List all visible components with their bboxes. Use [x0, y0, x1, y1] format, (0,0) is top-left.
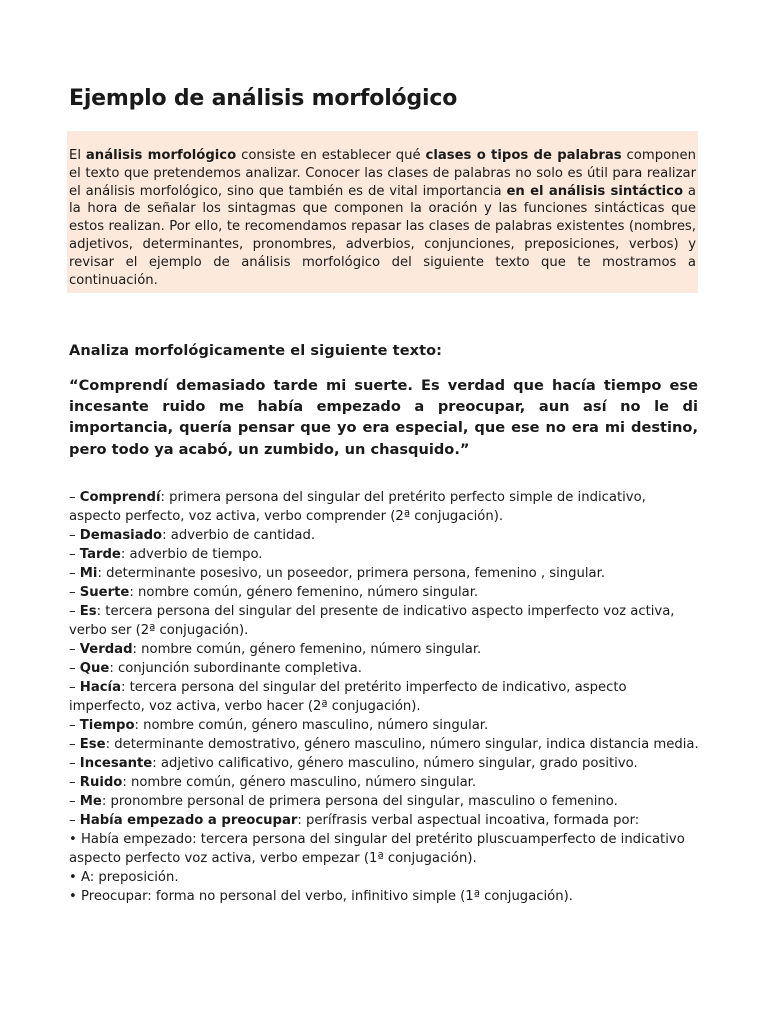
item-bullet: • — [69, 870, 81, 885]
item-term: Que — [79, 661, 110, 676]
page-title: Ejemplo de análisis morfológico — [69, 86, 458, 111]
item-term: Demasiado — [79, 528, 163, 543]
item-term: Suerte — [79, 585, 130, 600]
intro-box — [67, 131, 698, 293]
item-bullet: – — [69, 490, 80, 505]
analysis-item — [69, 678, 700, 716]
item-description: : determinante posesivo, un poseedor, primera persona, femenino , singular. — [97, 566, 606, 581]
item-term: Mi — [79, 566, 98, 581]
item-bullet: – — [69, 775, 80, 790]
item-description: : adverbio de cantidad. — [162, 528, 316, 543]
item-term: Me — [79, 794, 102, 809]
item-term: Es — [79, 604, 97, 619]
analysis-item — [69, 773, 700, 792]
item-term: Incesante — [79, 756, 153, 771]
analysis-item — [69, 792, 700, 811]
item-description: : conjunción subordinante completiva. — [109, 661, 362, 676]
analysis-item — [69, 602, 700, 640]
intro-text-run: a la hora de señalar los sintagmas que componen la oración y las funciones sintácticas que estos realizan. Por ello, te recomendamos repasar las clases de palabras existentes (nombres, adjetivos, determinantes, pronombres, adverbios, conjunciones, preposiciones, verbos) y revisar el ejemplo de análisis morfológico del siguiente texto que te mostramos a continuación. — [69, 183, 696, 288]
item-description: : adverbio de tiempo. — [120, 547, 263, 562]
item-term: Hacía — [79, 680, 121, 695]
item-term: Ese — [79, 737, 106, 752]
intro-text-run: consiste en establecer qué — [236, 148, 426, 163]
item-term: Comprendí — [79, 490, 161, 505]
analysis-list — [69, 488, 700, 906]
intro-text-run: El — [69, 148, 86, 163]
analysis-item — [69, 564, 700, 583]
item-term: Tarde — [79, 547, 121, 562]
item-bullet: – — [69, 547, 80, 562]
item-description: : nombre común, género femenino, número singular. — [132, 642, 482, 657]
item-term: Tiempo — [79, 718, 135, 733]
item-description: : nombre común, género masculino, número singular. — [122, 775, 477, 790]
item-bullet: • — [69, 889, 81, 904]
item-bullet: – — [69, 718, 80, 733]
analysis-item — [69, 526, 700, 545]
analysis-item — [69, 640, 700, 659]
intro-bold-run: clases o tipos de palabras — [425, 148, 622, 163]
exercise-heading: Analiza morfológicamente el siguiente texto: — [69, 343, 443, 359]
item-description: : perífrasis verbal aspectual incoativa, formada por: — [297, 813, 640, 828]
intro-bold-run: análisis morfológico — [85, 148, 237, 163]
item-bullet: – — [69, 585, 80, 600]
item-bullet: – — [69, 528, 80, 543]
item-description: : pronombre personal de primera persona del singular, masculino o femenino. — [101, 794, 618, 809]
item-term: Había empezado a preocupar — [79, 813, 298, 828]
analysis-item — [69, 754, 700, 773]
item-description: : tercera persona del singular del pretérito imperfecto de indicativo, aspecto imperfecto, voz activa, verbo hacer (2ª conjugación). — [69, 680, 627, 714]
item-description: : determinante demostrativo, género masculino, número singular, indica distancia media. — [105, 737, 699, 752]
analysis-item — [69, 830, 700, 868]
item-bullet: – — [69, 756, 80, 771]
exercise-quote: “Comprendí demasiado tarde mi suerte. Es verdad que hacía tiempo ese incesante ruido me había empezado a preocupar, aun así no le di importancia, quería pensar que yo era especial, que ese no era mi destino, pero todo ya acabó, un zumbido, un chasquido.” — [69, 377, 698, 458]
item-description: : tercera persona del singular del presente de indicativo aspecto imperfecto voz activa, verbo ser (2ª conjugación). — [69, 604, 675, 638]
item-term: Verdad — [79, 642, 133, 657]
item-bullet: – — [69, 642, 80, 657]
item-description: : nombre común, género masculino, número singular. — [134, 718, 489, 733]
item-bullet: • — [69, 832, 81, 847]
analysis-item — [69, 735, 700, 754]
item-description: : nombre común, género femenino, número singular. — [129, 585, 479, 600]
item-bullet: – — [69, 566, 80, 581]
analysis-item — [69, 659, 700, 678]
analysis-item — [69, 545, 700, 564]
item-bullet: – — [69, 661, 80, 676]
item-description: A: preposición. — [80, 870, 179, 885]
item-bullet: – — [69, 604, 80, 619]
item-description: Había empezado: tercera persona del singular del pretérito pluscuamperfecto de indicativo aspecto perfecto voz activa, verbo empezar (1ª conjugación). — [69, 832, 685, 866]
item-term: Ruido — [79, 775, 123, 790]
analysis-item — [69, 488, 700, 526]
analysis-item — [69, 887, 700, 906]
item-description: Preocupar: forma no personal del verbo, infinitivo simple (1ª conjugación). — [80, 889, 573, 904]
item-description: : adjetivo calificativo, género masculino, número singular, grado positivo. — [152, 756, 638, 771]
item-bullet: – — [69, 794, 80, 809]
analysis-item — [69, 583, 700, 602]
intro-text-run: componen el texto que pretendemos analizar. Conocer las clases de palabras no solo es útil para realizar el análisis morfológico, sino que también es de vital importancia — [69, 148, 696, 199]
item-description: : primera persona del singular del pretérito perfecto simple de indicativo, aspecto perfecto, voz activa, verbo comprender (2ª conjugación). — [69, 490, 646, 524]
item-bullet: – — [69, 813, 80, 828]
item-bullet: – — [69, 737, 80, 752]
analysis-item — [69, 716, 700, 735]
analysis-item — [69, 868, 700, 887]
analysis-item — [69, 811, 700, 830]
item-bullet: – — [69, 680, 80, 695]
intro-bold-run: en el análisis sintáctico — [506, 183, 684, 199]
